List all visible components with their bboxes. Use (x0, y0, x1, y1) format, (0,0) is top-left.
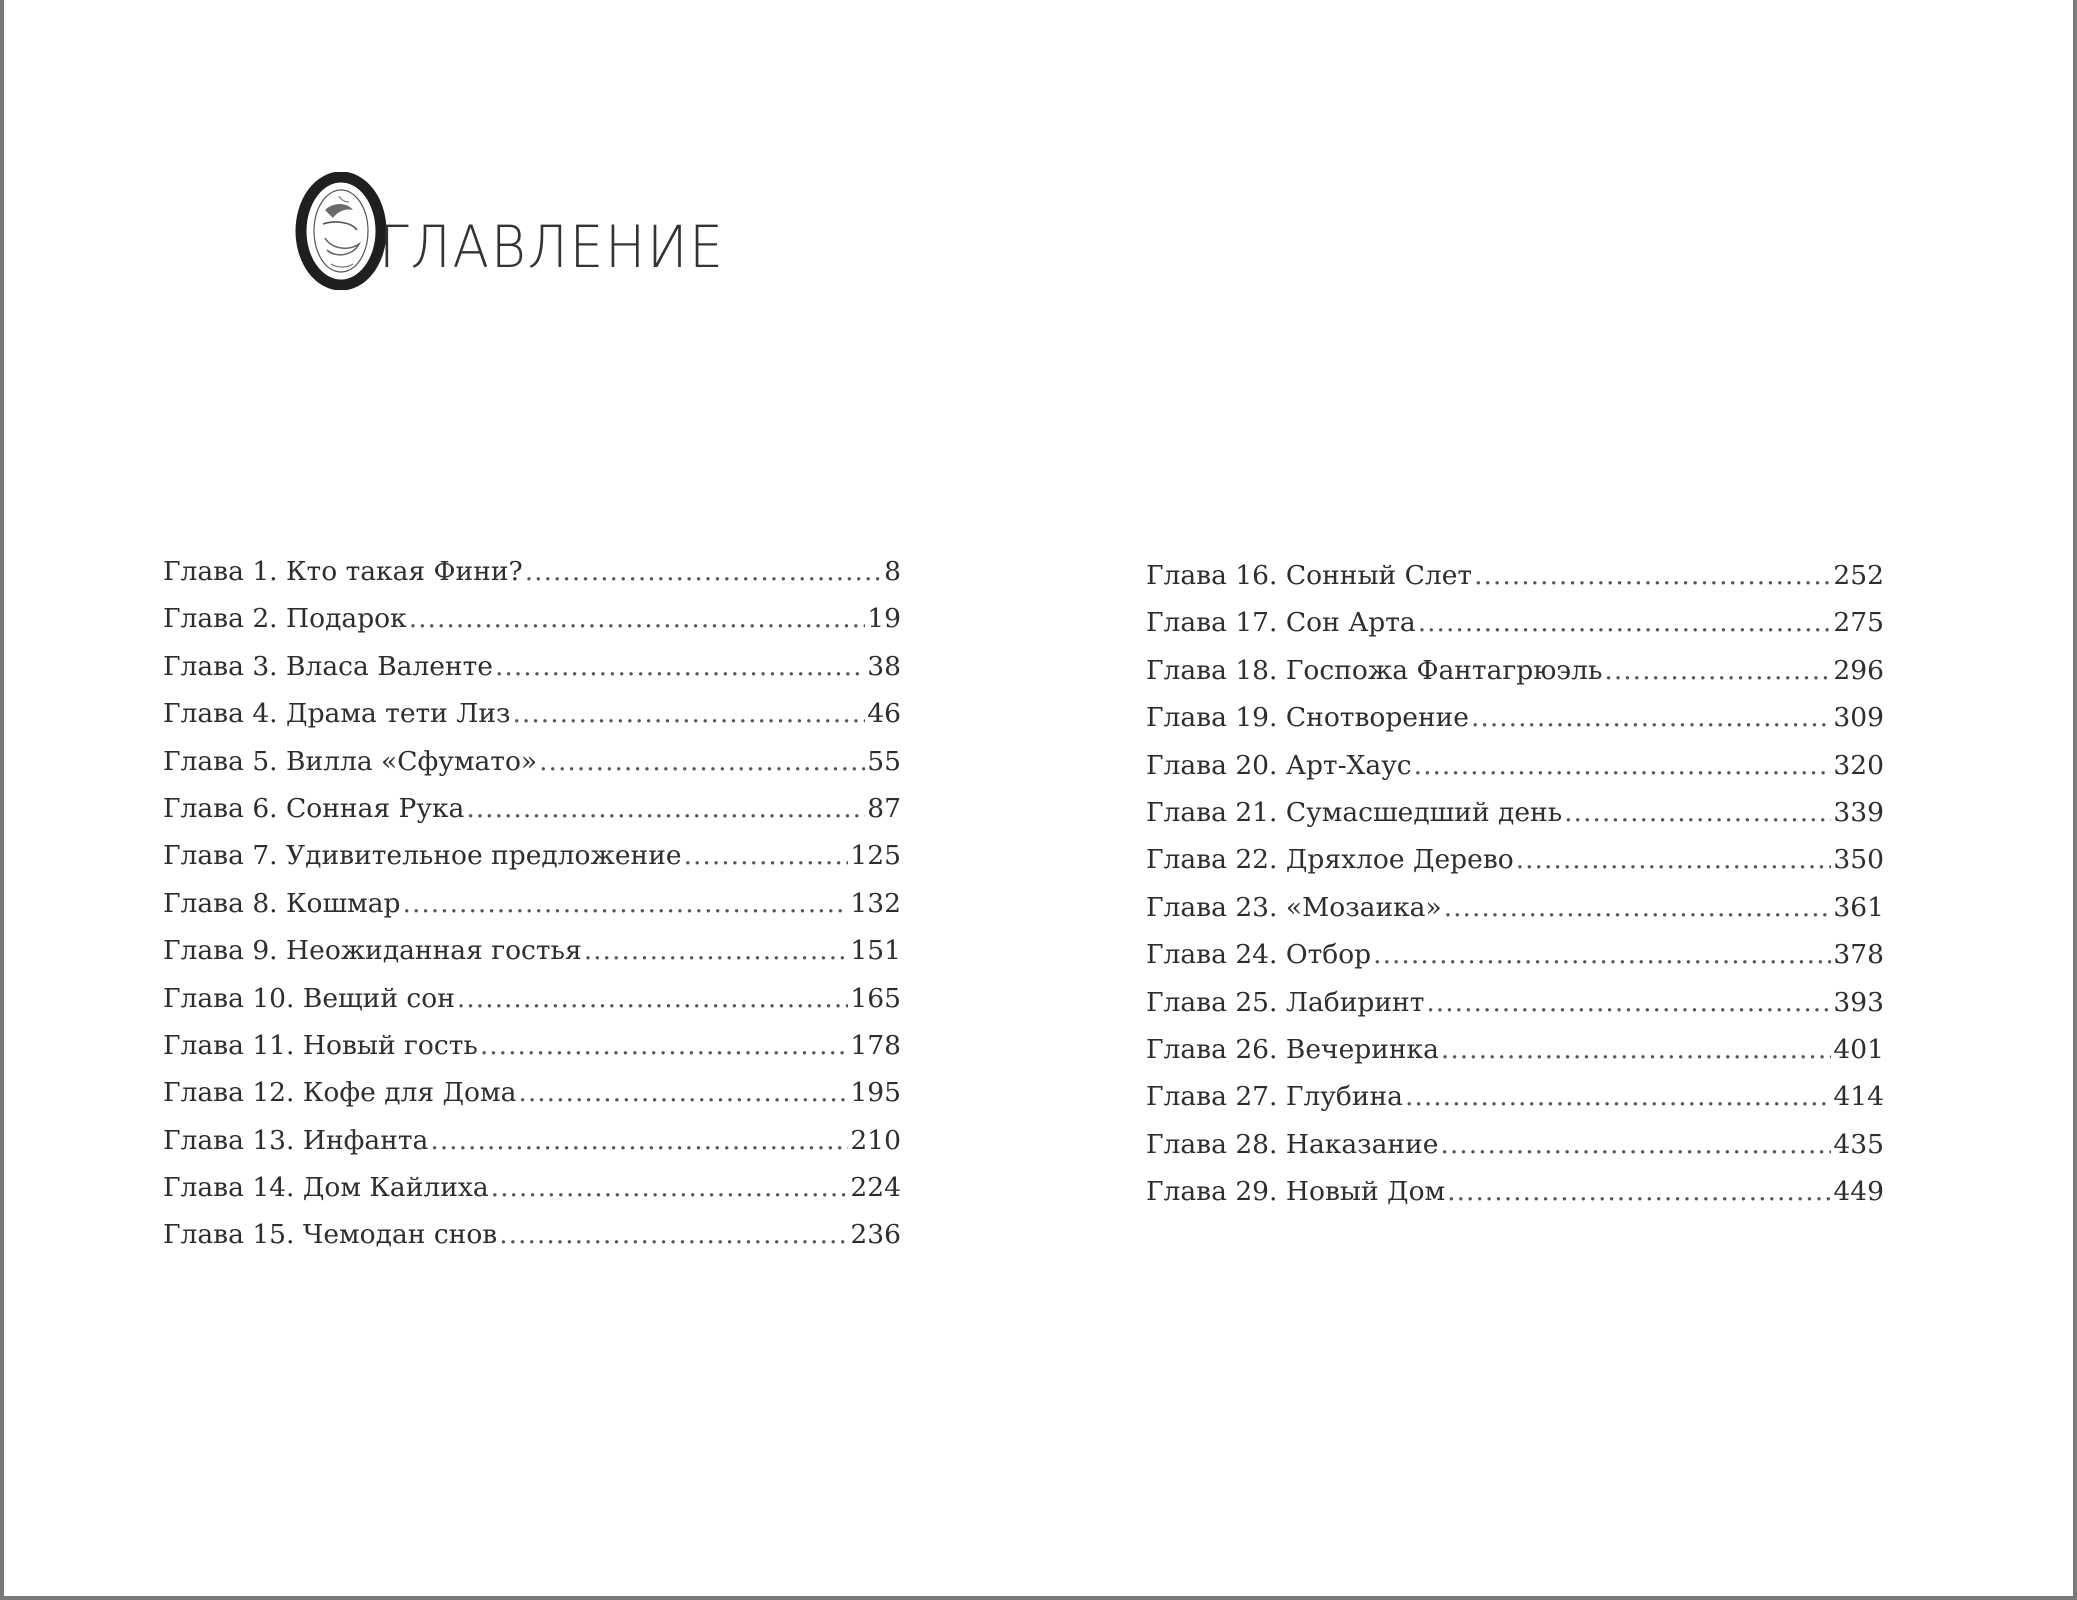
chapter-title: Глава 29. Новый Дом (1146, 1176, 1446, 1208)
page-number: 275 (1833, 607, 1884, 639)
chapter-title: Глава 9. Неожиданная гостья (163, 935, 582, 967)
toc-entry (163, 888, 901, 935)
toc-entry (163, 698, 901, 745)
page-title (295, 160, 755, 290)
toc-entry (1146, 702, 1884, 749)
chapter-title: Глава 22. Дряхлое Дерево (1146, 844, 1514, 876)
dot-leader (1447, 1176, 1831, 1207)
chapter-title: Глава 11. Новый гость (163, 1029, 478, 1061)
chapter-title: Глава 20. Арт-Хаус (1146, 749, 1412, 781)
page-number: 19 (867, 603, 901, 635)
chapter-title: Глава 4. Драма тети Лиз (163, 698, 511, 730)
chapter-title: Глава 28. Наказание (1146, 1128, 1439, 1160)
chapter-title: Глава 12. Кофе для Дома (163, 1077, 517, 1109)
dot-leader (466, 793, 865, 824)
page-number: 8 (884, 556, 901, 587)
ornament-initial-icon (295, 172, 387, 290)
chapter-title: Глава 10. Вещий сон (163, 982, 455, 1014)
toc-entry (163, 746, 901, 793)
toc-entry (1146, 655, 1884, 702)
dot-leader (409, 603, 866, 634)
chapter-title: Глава 8. Кошмар (163, 887, 401, 919)
chapter-title: Глава 2. Подарок (163, 603, 407, 635)
page-number: 361 (1833, 891, 1884, 923)
page-number: 210 (850, 1124, 901, 1156)
page-number: 46 (867, 698, 901, 730)
toc-entry (1146, 1081, 1884, 1128)
toc-entry (163, 840, 901, 887)
chapter-title: Глава 19. Снотворение (1146, 702, 1469, 734)
toc-entry (1146, 939, 1884, 986)
page-number: 125 (850, 840, 901, 872)
chapter-title: Глава 21. Сумасшедший день (1146, 796, 1563, 828)
dot-leader (403, 888, 849, 919)
chapter-title: Глава 1. Кто такая Фини? (163, 556, 523, 587)
page-number: 55 (867, 745, 901, 777)
dot-leader (1471, 702, 1831, 733)
dot-leader (584, 935, 849, 966)
toc-entry (163, 1077, 901, 1124)
chapter-title: Глава 25. Лабиринт (1146, 986, 1425, 1018)
dot-leader (480, 1030, 849, 1061)
page-number: 165 (850, 982, 901, 1014)
toc-entry (1146, 560, 1884, 607)
dot-leader (684, 840, 849, 871)
dot-leader (1414, 750, 1832, 781)
page-number: 320 (1833, 749, 1884, 781)
toc-entry (1146, 1034, 1884, 1081)
chapter-title: Глава 18. Госпожа Фантагрюэль (1146, 654, 1603, 686)
chapter-title: Глава 15. Чемодан снов (163, 1219, 498, 1251)
page-number: 151 (850, 935, 901, 967)
page-number: 309 (1833, 702, 1884, 734)
dot-leader (525, 556, 882, 587)
toc-entry (163, 603, 901, 650)
dot-leader (1474, 560, 1831, 591)
page-number: 435 (1833, 1128, 1884, 1160)
page-number: 449 (1833, 1176, 1884, 1208)
page-number: 132 (850, 887, 901, 919)
dot-leader (539, 746, 865, 777)
page-number: 296 (1833, 654, 1884, 686)
dot-leader (499, 1219, 848, 1250)
dot-leader (1426, 987, 1831, 1018)
page-number: 414 (1833, 1081, 1884, 1113)
dot-leader (430, 1125, 848, 1156)
chapter-title: Глава 27. Глубина (1146, 1081, 1403, 1113)
chapter-title: Глава 17. Сон Арта (1146, 607, 1416, 639)
dot-leader (1604, 655, 1831, 686)
toc-entry (1146, 1176, 1884, 1223)
toc-column-right (1146, 560, 1884, 1223)
toc-entry (163, 1030, 901, 1077)
chapter-title: Глава 3. Власа Валенте (163, 650, 493, 682)
dot-leader (1516, 844, 1832, 875)
chapter-title: Глава 16. Сонный Слет (1146, 560, 1473, 591)
chapter-title: Глава 14. Дом Кайлиха (163, 1172, 489, 1204)
dot-leader (495, 651, 865, 682)
toc-entry (1146, 892, 1884, 939)
title-text: ГЛАВЛЕНИЕ (379, 213, 725, 281)
toc-entry (1146, 844, 1884, 891)
page-number: 350 (1833, 844, 1884, 876)
toc-entry (1146, 797, 1884, 844)
page-number: 87 (867, 792, 901, 824)
page-number: 252 (1833, 560, 1884, 591)
dot-leader (491, 1172, 849, 1203)
dot-leader (513, 698, 866, 729)
chapter-title: Глава 26. Вечеринка (1146, 1033, 1439, 1065)
toc-entry (1146, 987, 1884, 1034)
dot-leader (1444, 892, 1832, 923)
toc-entry (1146, 607, 1884, 654)
dot-leader (1405, 1081, 1831, 1112)
page-number: 38 (867, 650, 901, 682)
dot-leader (1418, 607, 1832, 638)
dot-leader (1440, 1129, 1831, 1160)
toc-column-left (163, 556, 901, 1267)
chapter-title: Глава 6. Сонная Рука (163, 792, 465, 824)
page-number: 195 (850, 1077, 901, 1109)
dot-leader (1373, 939, 1831, 970)
page-number: 224 (850, 1172, 901, 1204)
toc-entry (163, 1172, 901, 1219)
chapter-title: Глава 13. Инфанта (163, 1124, 429, 1156)
toc-entry (163, 556, 901, 603)
toc-entry (163, 935, 901, 982)
dot-leader (1441, 1034, 1832, 1065)
page-number: 339 (1833, 796, 1884, 828)
toc-entry (163, 983, 901, 1030)
chapter-title: Глава 7. Удивительное предложение (163, 840, 682, 872)
page-number: 393 (1833, 986, 1884, 1018)
toc-entry (163, 1125, 901, 1172)
chapter-title: Глава 23. «Мозаика» (1146, 891, 1442, 923)
page-number: 236 (850, 1219, 901, 1251)
dot-leader (518, 1077, 848, 1108)
page-number: 401 (1833, 1033, 1884, 1065)
chapter-title: Глава 24. Отбор (1146, 939, 1372, 971)
toc-entry (163, 651, 901, 698)
page-number: 178 (850, 1029, 901, 1061)
toc-entry (163, 1219, 901, 1266)
toc-entry (163, 793, 901, 840)
toc-entry (1146, 1129, 1884, 1176)
page-number: 378 (1833, 939, 1884, 971)
chapter-title: Глава 5. Вилла «Сфумато» (163, 745, 538, 777)
toc-entry (1146, 750, 1884, 797)
decorative-initial (295, 172, 387, 290)
dot-leader (457, 983, 849, 1014)
dot-leader (1564, 797, 1831, 828)
